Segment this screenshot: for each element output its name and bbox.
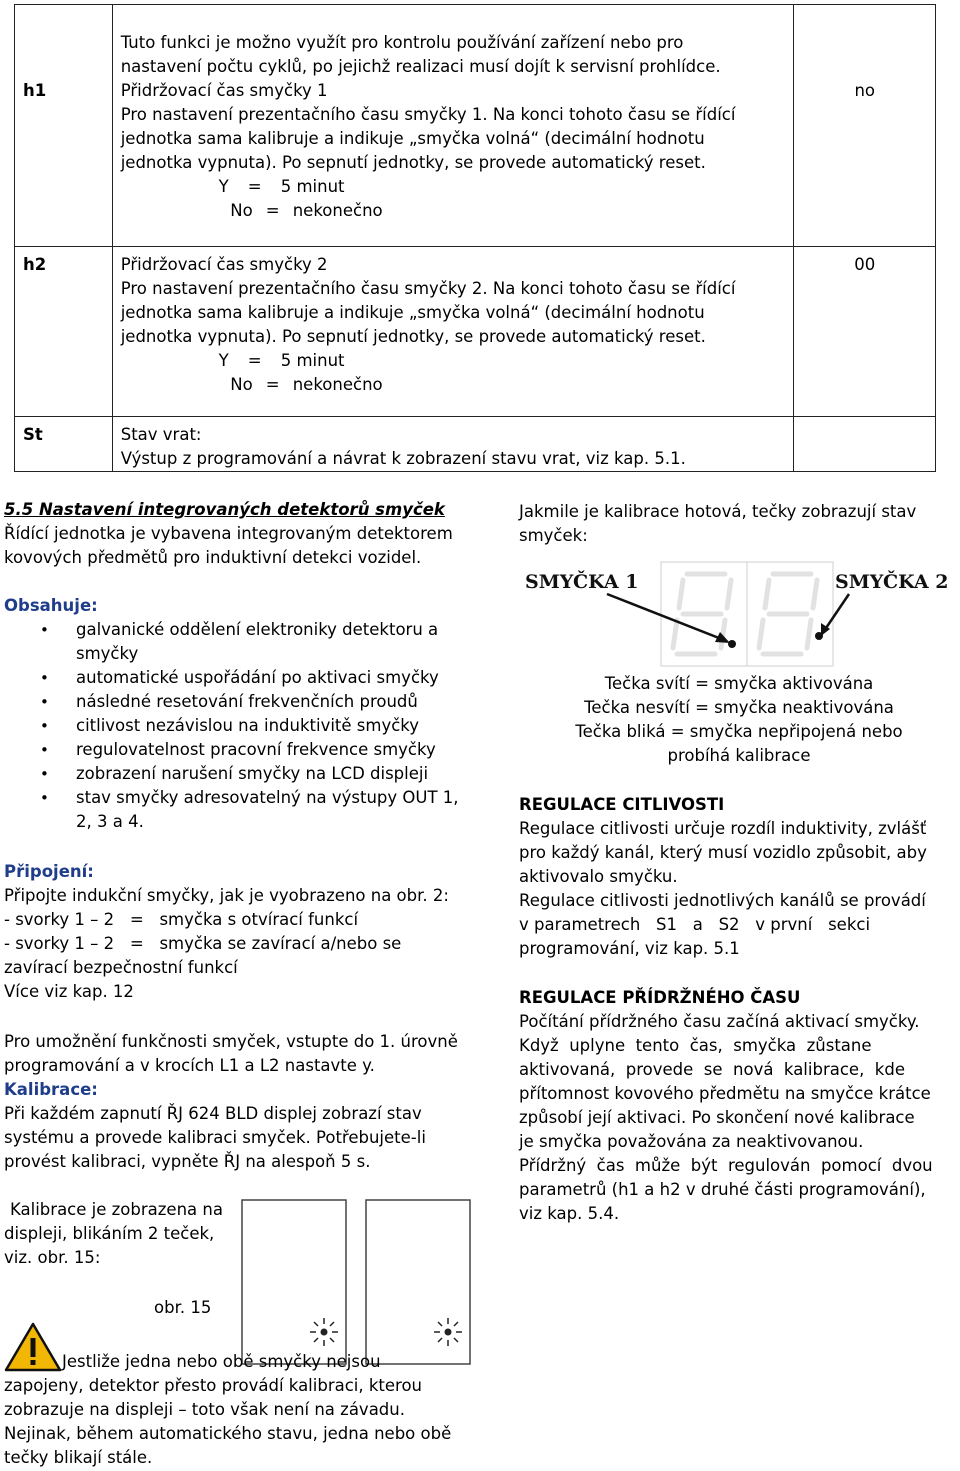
- intro-line: nastavení počtu cyklů, po jejichž realizaci musí dojít k servisní prohlídce.: [120, 57, 721, 76]
- option-value: nekonečno: [292, 201, 383, 220]
- pridrzny-line: Počítání přídržného času začíná aktivací smyčky.: [519, 1012, 920, 1031]
- loop-display-illustration: [519, 560, 959, 668]
- feature-text: regulovatelnost pracovní frekvence smyčky: [76, 740, 436, 759]
- feature-text: 2, 3 a 4.: [76, 812, 144, 831]
- param-option-y: [121, 349, 794, 373]
- feature-text: galvanické oddělení elektroniky detektoru a: [76, 620, 439, 639]
- dot-state-line: Tečka bliká = smyčka nepřipojená nebo: [575, 722, 903, 741]
- param-default-h1: no: [854, 81, 876, 100]
- kalibrace-label: Kalibrace:: [4, 1080, 98, 1099]
- fig15-line: displeji, blikáním 2 teček,: [4, 1224, 215, 1243]
- pridrzny-line: Když uplyne tento čas, smyčka zůstane: [519, 1036, 872, 1055]
- blinking-dot-left-icon: [310, 1318, 338, 1346]
- option-value: 5 minut: [280, 177, 345, 196]
- param-title-st: Stav vrat:: [120, 425, 202, 444]
- dot-states-block: [519, 672, 959, 768]
- citlivost-line: v parametrech S1 a S2 v první sekci: [519, 915, 871, 934]
- pripojeni-line: Více viz kap. 12: [4, 982, 134, 1001]
- pridrzny-line: přítomnost kovového předmětu na smyčce krátce: [519, 1084, 931, 1103]
- pripojeni-line: - svorky 1 – 2 = smyčka s otvírací funkcí: [4, 910, 359, 929]
- param-desc-line: jednotka sama kalibruje a indikuje „smyčka volná“ (decimální hodnotu: [120, 303, 705, 322]
- param-code-cell: [15, 5, 113, 247]
- obsahuje-label: Obsahuje:: [4, 596, 98, 615]
- table-row-st: [15, 417, 936, 472]
- option-eq: =: [247, 351, 262, 370]
- umozneni-line: programování a v krocích L1 a L2 nastavte y.: [4, 1056, 375, 1075]
- warning-block: [4, 1350, 494, 1470]
- param-option-y: [121, 175, 794, 199]
- param-title-h2: Přidržovací čas smyčky 2: [120, 255, 328, 274]
- param-desc-line: jednotka vypnuta). Po sepnutí jednotky, se provede automatický reset.: [120, 327, 706, 346]
- blinking-dot-right-icon: [434, 1318, 462, 1346]
- pripojeni-line: zavírací bezpečnostní funkcí: [4, 958, 238, 977]
- kalibrace-line: Při každém zapnutí ŘJ 624 BLD displej zobrazí stav: [4, 1104, 422, 1123]
- param-desc-line: Pro nastavení prezentačního času smyčky 2. Na konci tohoto času se řídící: [120, 279, 736, 298]
- param-code-cell: [15, 247, 113, 417]
- param-desc-cell: [112, 5, 794, 247]
- dot-state-line: Tečka nesvítí = smyčka neaktivována: [584, 698, 894, 717]
- features-block: [4, 594, 494, 834]
- kalibrace-line: provést kalibraci, vypněte ŘJ na alespoň 5 s.: [4, 1152, 371, 1171]
- pridrzny-heading: REGULACE PŘÍDRŽNÉHO ČASU: [519, 988, 801, 1007]
- list-item: [4, 714, 494, 738]
- citlivost-line: Regulace citlivosti určuje rozdíl induktivity, zvlášť: [519, 819, 927, 838]
- param-default-cell: [794, 417, 936, 472]
- param-default-cell: [794, 5, 936, 247]
- intro-line: kovových předmětů pro induktivní detekci vozidel.: [4, 548, 422, 567]
- list-item: [4, 618, 494, 666]
- param-code-cell: [15, 417, 113, 472]
- option-key: No: [230, 201, 253, 220]
- citlivost-line: Regulace citlivosti jednotlivých kanálů se provádí: [519, 891, 926, 910]
- param-desc-cell: [112, 417, 794, 472]
- list-item: [4, 690, 494, 714]
- option-eq: =: [265, 375, 280, 394]
- umozneni-line: Pro umožnění funkčnosti smyček, vstupte do 1. úrovně: [4, 1032, 458, 1051]
- param-option-no: [121, 199, 794, 223]
- fig15-text: [4, 1198, 244, 1270]
- pripojeni-block: [4, 860, 494, 1004]
- smycka-1-label: SMYČKA 1: [525, 571, 639, 593]
- dot-state-line: probíhá kalibrace: [667, 746, 811, 765]
- param-code-st: St: [23, 425, 43, 444]
- citlivost-line: programování, viz kap. 5.1: [519, 939, 740, 958]
- pripojeni-label: Připojení:: [4, 862, 94, 881]
- dots-intro-line: smyček:: [519, 526, 588, 545]
- pridrzny-line: je smyčka považována za neaktivovanou.: [519, 1132, 864, 1151]
- param-option-no: [121, 373, 794, 397]
- option-eq: =: [247, 177, 262, 196]
- citlivost-block: [519, 793, 957, 961]
- section-heading: 5.5 Nastavení integrovaných detektorů smyček: [4, 500, 445, 519]
- pridrzny-line: aktivovaná, provede se nová kalibrace, kde: [519, 1060, 905, 1079]
- param-desc-line: jednotka sama kalibruje a indikuje „smyčka volná“ (decimální hodnotu: [120, 129, 705, 148]
- warning-line: zapojeny, detektor přesto provádí kalibraci, kterou: [4, 1376, 423, 1395]
- param-desc-line: Výstup z programování a návrat k zobrazení stavu vrat, viz kap. 5.1.: [120, 449, 686, 468]
- feature-text: stav smyčky adresovatelný na výstupy OUT 1,: [76, 788, 459, 807]
- option-eq: =: [265, 201, 280, 220]
- pridrzny-line: způsobí její aktivaci. Po skončení nové kalibrace: [519, 1108, 915, 1127]
- left-column: [4, 498, 494, 570]
- pripojeni-line: - svorky 1 – 2 = smyčka se zavírací a/nebo se: [4, 934, 402, 953]
- feature-text: citlivost nezávislou na induktivitě smyčky: [76, 716, 420, 735]
- option-key: Y: [218, 177, 229, 196]
- param-title-h1: Přidržovací čas smyčky 1: [120, 81, 328, 100]
- list-item: [4, 666, 494, 690]
- parameter-table: [14, 4, 936, 472]
- list-item: [4, 786, 494, 834]
- dot-state-line: Tečka svítí = smyčka aktivována: [604, 674, 874, 693]
- dots-intro-line: Jakmile je kalibrace hotová, tečky zobrazují stav: [519, 502, 917, 521]
- fig15-line: viz. obr. 15:: [4, 1248, 101, 1267]
- list-item: [4, 738, 494, 762]
- option-key: Y: [218, 351, 229, 370]
- option-value: 5 minut: [280, 351, 345, 370]
- citlivost-heading: REGULACE CITLIVOSTI: [519, 795, 725, 814]
- citlivost-line: aktivovalo smyčku.: [519, 867, 678, 886]
- warning-line: tečky blikají stále.: [4, 1448, 153, 1467]
- param-code-h2: h2: [23, 255, 47, 274]
- warning-line: Jestliže jedna nebo obě smyčky nejsou: [62, 1352, 381, 1371]
- pridrzny-line: viz kap. 5.4.: [519, 1204, 620, 1223]
- fig15-caption: obr. 15: [152, 1296, 213, 1320]
- smycka-2-label: SMYČKA 2: [835, 571, 949, 593]
- param-code-h1: h1: [23, 81, 47, 100]
- pridrzny-line: parametrů (h1 a h2 v druhé části programování),: [519, 1180, 926, 1199]
- dot-1-icon: [728, 640, 736, 648]
- intro-line: Tuto funkci je možno využít pro kontrolu používání zařízení nebo pro: [120, 33, 684, 52]
- feature-text: následné resetování frekvenčních proudů: [76, 692, 418, 711]
- table-row-h1: [15, 5, 936, 247]
- pripojeni-line: Připojte indukční smyčky, jak je vyobrazeno na obr. 2:: [4, 886, 449, 905]
- kalibrace-line: systému a provede kalibraci smyček. Potřebujete-li: [4, 1128, 426, 1147]
- feature-text: automatické uspořádání po aktivaci smyčky: [76, 668, 439, 687]
- intro-line: Řídící jednotka je vybavena integrovaným detektorem: [4, 524, 453, 543]
- right-intro: [519, 500, 959, 548]
- param-desc-line: jednotka vypnuta). Po sepnutí jednotky, se provede automatický reset.: [120, 153, 706, 172]
- feature-text: zobrazení narušení smyčky na LCD displeji: [76, 764, 429, 783]
- option-value: nekonečno: [292, 375, 383, 394]
- list-item: [4, 762, 494, 786]
- pridrzny-line: Přídržný čas může být regulován pomocí dvou: [519, 1156, 933, 1175]
- fig15-display-illustration: [240, 1196, 480, 1376]
- feature-text: smyčky: [76, 644, 139, 663]
- citlivost-line: pro každý kanál, který musí vozidlo způsobit, aby: [519, 843, 927, 862]
- option-key: No: [230, 375, 253, 394]
- features-list: [4, 618, 494, 834]
- pridrzny-block: [519, 986, 957, 1226]
- param-default-cell: [794, 247, 936, 417]
- warning-line: Nejinak, během automatického stavu, jedna nebo obě: [4, 1424, 452, 1443]
- umozneni-block: [4, 1030, 494, 1174]
- warning-line: zobrazuje na displeji – toto však není na závadu.: [4, 1400, 405, 1419]
- param-desc-cell: [112, 247, 794, 417]
- table-row-h2: [15, 247, 936, 417]
- fig15-line: Kalibrace je zobrazena na: [10, 1200, 223, 1219]
- param-desc-line: Pro nastavení prezentačního času smyčky 1. Na konci tohoto času se řídící: [120, 105, 736, 124]
- param-default-h2: 00: [854, 255, 876, 274]
